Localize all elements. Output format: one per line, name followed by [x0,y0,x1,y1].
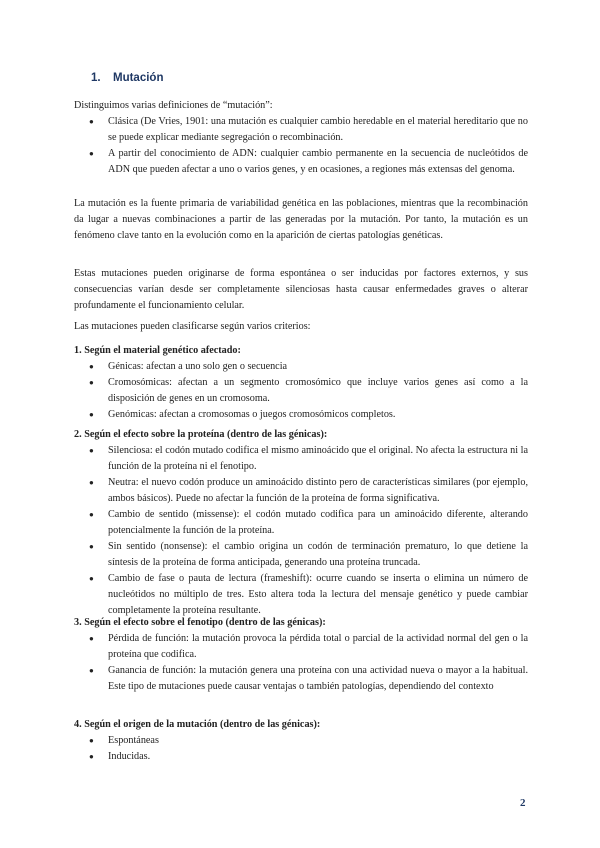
page-number: 2 [520,797,526,809]
bullet-icon: ● [89,736,94,745]
subsection-title: 3. Según el efecto sobre el fenotipo (dentro de las génicas): [74,617,326,628]
bullet-icon: ● [89,410,94,419]
definitions-block [74,98,528,178]
section-protein [74,427,528,619]
list-item: ● Neutra: el nuevo codón produce un aminoácido distinto pero de características similares (por ejemplo, ambos básicos). Puede no afectar la función de la proteína de forma significativa. [89,477,528,504]
section-phenotype [74,615,528,695]
intro-text: Distinguimos varias definiciones de “mutación”: [74,100,273,111]
subsection-title: 2. Según el efecto sobre la proteína (dentro de las génicas): [74,429,328,440]
bullet-icon: ● [89,510,94,519]
subsection-title: 4. Según el origen de la mutación (dentro de las génicas): [74,719,321,730]
paragraph-origin: Estas mutaciones pueden originarse de forma espontánea o ser inducidas por factores externos, y sus consecuencias varían desde ser completamente silenciosas hasta causar enfermedades graves o alterar profundamente el funcionamiento celular. [74,268,528,311]
list-item: ● Cambio de fase o pauta de lectura (frameshift): ocurre cuando se inserta o elimina un número de nucleótidos no múltiplo de tres. Esto altera toda la lectura del mensaje genético y puede cambiar completamente la proteína resultante. [89,573,528,616]
criteria-list [74,359,528,423]
criteria-list [74,733,528,765]
bullet-icon: ● [89,478,94,487]
definitions-list [74,114,528,178]
list-item: ● Clásica (De Vries, 1901: una mutación es cualquier cambio heredable en el material hereditario que no se puede explicar mediante segregación o recombinación. [89,116,528,143]
list-item: ● Sin sentido (nonsense): el cambio origina un codón de terminación prematuro, lo que detiene la síntesis de la proteína de forma anticipada, generando una proteína truncada. [89,541,528,568]
list-item: ● Cromosómicas: afectan a un segmento cromosómico que incluye varios genes así como a la disposición de genes en un cromosoma. [89,377,528,404]
paragraph-variability: La mutación es la fuente primaria de variabilidad genética en las poblaciones, mientras que la recombinación da lugar a nuevas combinaciones a partir de las generadas por la mutación. Por tanto, la mutación es un fenómeno clave tanto en la evolución como en la aparición de ciertas patologías genéticas. [74,198,528,241]
criteria-list [74,443,528,619]
bullet-icon: ● [89,362,94,371]
bullet-icon: ● [89,149,94,158]
list-item: ● Inducidas. [74,749,528,765]
list-item: ● Ganancia de función: la mutación genera una proteína con una actividad nueva o mayor a la habitual. Este tipo de mutaciones puede causar ventajas o también patologías, dependiendo del contexto [89,665,528,692]
bullet-icon: ● [89,634,94,643]
heading-number: 1. [91,72,101,84]
bullet-icon: ● [89,542,94,551]
list-item: ● Silenciosa: el codón mutado codifica el mismo aminoácido que el original. No afecta la estructura ni la función de la proteína ni el fenotipo. [89,445,528,472]
list-item: ● Pérdida de función: la mutación provoca la pérdida total o parcial de la actividad normal del gen o la proteína que codifica. [89,633,528,660]
bullet-icon: ● [89,666,94,675]
section-heading [91,72,163,84]
bullet-icon: ● [89,117,94,126]
heading-title: Mutación [113,72,164,84]
bullet-icon: ● [89,446,94,455]
list-item: ● Cambio de sentido (missense): el codón mutado codifica para un aminoácido diferente, alterando potencialmente la función de la proteína. [89,509,528,536]
bullet-icon: ● [89,378,94,387]
list-item: ● Génicas: afectan a uno solo gen o secuencia [74,359,528,375]
list-item: ● A partir del conocimiento de ADN: cualquier cambio permanente en la secuencia de nucleótidos de ADN que pueden afectar a uno o varios genes, y en ocasiones, a regiones más extensas del genoma. [89,148,528,175]
section-material [74,343,528,423]
criteria-list [74,631,528,695]
paragraph-criteria: Las mutaciones pueden clasificarse según varios criterios: [74,321,311,332]
subsection-title: 1. Según el material genético afectado: [74,345,241,356]
bullet-icon: ● [89,752,94,761]
list-item: ● Espontáneas [74,733,528,749]
list-item: ● Genómicas: afectan a cromosomas o juegos cromosómicos completos. [74,407,528,423]
bullet-icon: ● [89,574,94,583]
section-origin [74,717,528,765]
